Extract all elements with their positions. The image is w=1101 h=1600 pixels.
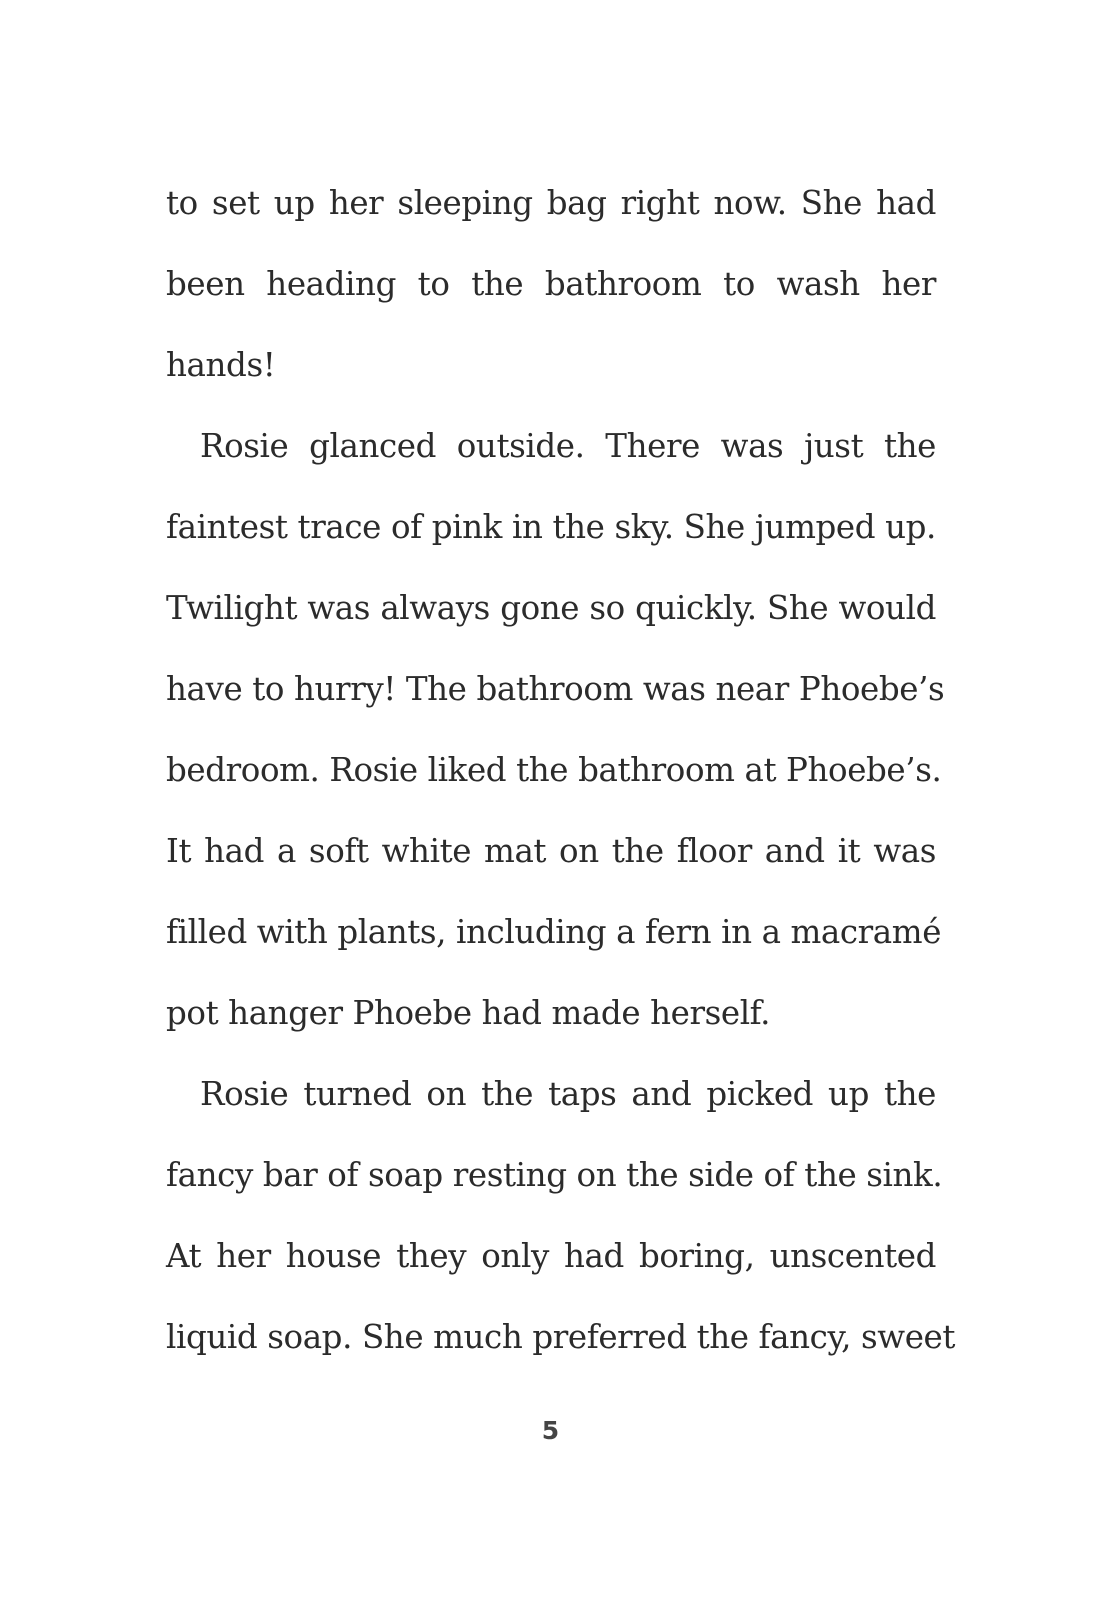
text-line: to set up her sleeping bag right now. She had [166, 184, 936, 222]
text-line: hands! [166, 346, 276, 384]
text-line: Rosie turned on the taps and picked up the [200, 1075, 936, 1113]
text-line: faintest trace of pink in the sky. She jumped up. [166, 508, 936, 546]
text-line: pot hanger Phoebe had made herself. [166, 994, 771, 1032]
text-line: At her house they only had boring, unscented [166, 1237, 936, 1275]
text-line: liquid soap. She much preferred the fancy, sweet [166, 1318, 956, 1356]
text-line: It had a soft white mat on the floor and it was [166, 832, 936, 870]
text-line: bedroom. Rosie liked the bathroom at Phoebe’s. [166, 751, 942, 789]
text-line: Rosie glanced outside. There was just the [200, 427, 936, 465]
body-text [166, 180, 956, 1395]
text-line: Twilight was always gone so quickly. She would [166, 589, 936, 627]
text-line: have to hurry! The bathroom was near Phoebe’s [166, 670, 945, 708]
text-line: filled with plants, including a fern in a macramé [166, 913, 942, 951]
text-line: been heading to the bathroom to wash her [166, 265, 936, 303]
page-number: 5 [541, 1416, 560, 1445]
text-line: fancy bar of soap resting on the side of the sink. [166, 1156, 943, 1194]
